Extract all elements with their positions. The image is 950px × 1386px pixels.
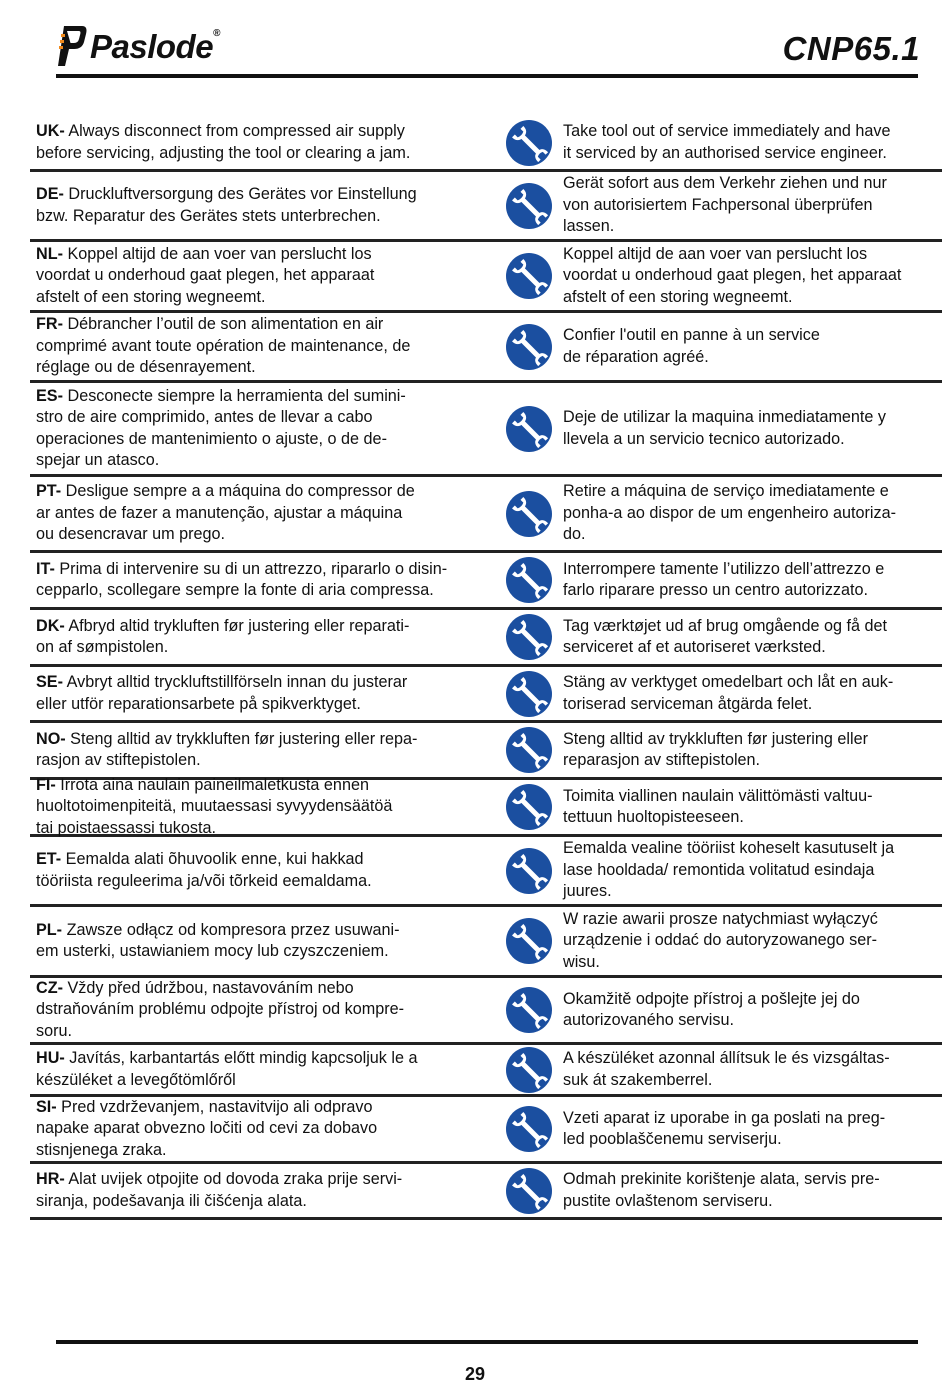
instruction-right bbox=[563, 837, 943, 904]
instruction-left bbox=[36, 553, 506, 607]
service-instruction: A készüléket azonnal állítsuk le és vizsgáltas- suk át szakemberrel. bbox=[563, 1049, 890, 1089]
wrench-icon bbox=[505, 726, 553, 774]
table-row bbox=[30, 723, 942, 780]
disconnect-instruction: Alat uvijek otpojite od dovoda zraka prije servi- siranja, podešavanja ili čišćenja alata. bbox=[36, 1170, 403, 1210]
disconnect-instruction: Desconecte siempre la herramienta del sumini- stro de aire comprimido, antes de llevar a cabo operaciones de mantenimiento o ajuste, o de de- spejar un atasco. bbox=[36, 386, 406, 469]
instruction-left bbox=[36, 610, 506, 664]
service-instruction: Take tool out of service immediately and have it serviced by an authorised service engineer. bbox=[563, 122, 891, 162]
language-code: ET- bbox=[36, 850, 62, 868]
language-code: HU- bbox=[36, 1049, 65, 1067]
table-row bbox=[30, 553, 942, 610]
instruction-right bbox=[563, 1164, 943, 1217]
disconnect-instruction: Steng alltid av trykkluften før justering eller repa- rasjon av stiftepistolen. bbox=[36, 729, 418, 769]
header-divider bbox=[56, 74, 918, 78]
disconnect-instruction: Débrancher l’outil de son alimentation en air comprimé avant toute opération de maintenance, de réglage ou de désenrayement. bbox=[36, 315, 411, 377]
table-row bbox=[30, 116, 942, 172]
language-code: NO- bbox=[36, 729, 66, 748]
instruction-left bbox=[36, 172, 506, 239]
service-instruction: Tag værktøjet ud af brug omgående og få det serviceret af et autoriseret værksted. bbox=[563, 616, 887, 656]
service-instruction: Odmah prekinite korištenje alata, servis pre- pustite ovlaštenom serviseru. bbox=[563, 1170, 880, 1210]
service-instruction: Gerät sofort aus dem Verkehr ziehen und nur von autorisiertem Fachpersonal überprüfen lassen. bbox=[563, 174, 887, 236]
service-instruction: Steng alltid av trykkluften før justering eller reparasjon av stiftepistolen. bbox=[563, 729, 868, 769]
service-instruction: W razie awarii prosze natychmiast wyłączyć urządzenie i oddać do autoryzowanego ser- wisu. bbox=[563, 909, 878, 971]
instruction-right bbox=[563, 383, 943, 474]
wrench-icon bbox=[505, 847, 553, 895]
table-row bbox=[30, 383, 942, 477]
table-row bbox=[30, 242, 942, 313]
language-code: NL- bbox=[36, 244, 63, 263]
instruction-left bbox=[36, 723, 506, 777]
instruction-left bbox=[36, 1097, 506, 1161]
table-row bbox=[30, 313, 942, 383]
instruction-right bbox=[563, 313, 943, 380]
table-row bbox=[30, 978, 942, 1045]
wrench-icon bbox=[505, 490, 553, 538]
table-row bbox=[30, 1164, 942, 1220]
language-code: CZ- bbox=[36, 978, 63, 997]
instruction-left bbox=[36, 477, 506, 550]
service-instruction: Interrompere tamente l’utilizzo dell’attrezzo e farlo riparare presso un centro autorizzato. bbox=[563, 559, 885, 599]
language-code: SE- bbox=[36, 673, 63, 691]
instruction-right bbox=[563, 242, 943, 310]
disconnect-instruction: Avbryt alltid tryckluftstillförseln innan du justerar eller utför reparationsarbete på spikverktyget. bbox=[36, 673, 408, 713]
instruction-left bbox=[36, 978, 506, 1042]
disconnect-instruction: Eemalda alati õhuvoolik enne, kui hakkad tööriista reguleerima ja/või tõrkeid eemaldama. bbox=[36, 850, 372, 890]
table-row bbox=[30, 907, 942, 978]
wrench-icon bbox=[505, 182, 553, 230]
instruction-right bbox=[563, 477, 943, 550]
service-instruction: Okamžitě odpojte přístroj a pošlejte jej do autorizovaného servisu. bbox=[563, 989, 860, 1029]
instruction-left bbox=[36, 837, 506, 904]
instruction-right bbox=[563, 553, 943, 607]
disconnect-instruction: Vždy před údržbou, nastavováním nebo dstraňováním problému odpojte přístroj od kompre- soru. bbox=[36, 978, 404, 1040]
service-instruction: Toimita viallinen naulain välittömästi valtuu- tettuun huoltopisteeseen. bbox=[563, 786, 873, 826]
table-row bbox=[30, 837, 942, 907]
wrench-icon bbox=[505, 783, 553, 831]
page-header bbox=[0, 0, 950, 110]
wrench-icon bbox=[505, 556, 553, 604]
language-code: IT- bbox=[36, 559, 55, 578]
language-code: FR- bbox=[36, 315, 63, 334]
disconnect-instruction: Javítás, karbantartás előtt mindig kapcsoljuk le a készüléket a levegőtömlőről bbox=[36, 1049, 418, 1089]
service-instruction: Confier l'outil en panne à un service de réparation agréé. bbox=[563, 326, 820, 366]
wrench-icon bbox=[505, 1167, 553, 1215]
disconnect-instruction: Prima di intervenire su di un attrezzo, ripararlo o disin- cepparlo, scollegare sempre la fonte di aria compressa. bbox=[36, 559, 448, 599]
instruction-right bbox=[563, 780, 943, 834]
service-instruction: Stäng av verktyget omedelbart och låt en auk- toriserad serviceman åtgärda felet. bbox=[563, 673, 894, 713]
table-row bbox=[30, 775, 942, 837]
language-code: DE- bbox=[36, 185, 64, 203]
instruction-right bbox=[563, 172, 943, 239]
language-code: ES- bbox=[36, 386, 63, 405]
language-code: HR- bbox=[36, 1170, 65, 1188]
service-instruction: Koppel altijd de aan voer van perslucht los voordat u onderhoud gaat plegen, het apparaat afstelt of een storing wegneemt. bbox=[563, 244, 902, 306]
wrench-icon bbox=[505, 917, 553, 965]
instruction-right bbox=[563, 610, 943, 664]
instruction-left bbox=[36, 907, 506, 975]
instruction-right bbox=[563, 907, 943, 975]
instruction-left bbox=[36, 383, 506, 474]
disconnect-instruction: Irrota aina naulain paineilmaletkusta ennen huoltotoimenpiteitä, muutaessasi syvyydensäätöä tai poistaessassi tukosta. bbox=[36, 775, 393, 837]
language-code: FI- bbox=[36, 775, 56, 794]
disconnect-instruction: Zawsze odłącz od kompresora przez usuwani- em usterki, ustawianiem mocy lub czyszczeniem. bbox=[36, 920, 400, 960]
model-number: CNP65.1 bbox=[782, 30, 920, 67]
disconnect-instruction: Koppel altijd de aan voer van perslucht los voordat u onderhoud gaat plegen, het apparaat afstelt of een storing wegneemt. bbox=[36, 244, 375, 306]
instruction-right bbox=[563, 1097, 943, 1161]
disconnect-instruction: Afbryd altid trykluften før justering eller reparati- on af sømpistolen. bbox=[36, 616, 410, 656]
instruction-left bbox=[36, 242, 506, 310]
service-instruction: Vzeti aparat iz uporabe in ga poslati na preg- led pooblaščenemu serviserju. bbox=[563, 1108, 886, 1148]
wrench-icon bbox=[505, 613, 553, 661]
service-instructions-table bbox=[30, 116, 942, 1220]
disconnect-instruction: Druckluftversorgung des Gerätes vor Einstellung bzw. Reparatur des Gerätes stets unterbrechen. bbox=[36, 185, 417, 225]
disconnect-instruction: Pred vzdrževanjem, nastavitvijo ali odpravo napake aparat obvezno ločiti od cevi za dobavo stisnjenega zraka. bbox=[36, 1097, 378, 1159]
instruction-right bbox=[563, 723, 943, 777]
wrench-icon bbox=[505, 323, 553, 371]
language-code: DK- bbox=[36, 616, 65, 635]
wrench-icon bbox=[505, 986, 553, 1034]
language-code: PL- bbox=[36, 920, 63, 939]
table-row bbox=[30, 1045, 942, 1097]
wrench-icon bbox=[505, 405, 553, 453]
instruction-left bbox=[36, 1045, 506, 1094]
wrench-icon bbox=[505, 1105, 553, 1153]
table-row bbox=[30, 477, 942, 553]
instruction-left bbox=[36, 775, 506, 837]
table-row bbox=[30, 1097, 942, 1164]
language-code: PT- bbox=[36, 482, 62, 501]
table-row bbox=[30, 172, 942, 242]
instruction-left bbox=[36, 116, 506, 169]
instruction-right bbox=[563, 978, 943, 1042]
brand-name: Paslode® bbox=[90, 28, 220, 65]
footer-divider bbox=[56, 1340, 918, 1344]
language-code: SI- bbox=[36, 1097, 57, 1116]
disconnect-instruction: Desligue sempre a a máquina do compressor de ar antes de fazer a manutenção, ajustar a máquina ou desencravar um prego. bbox=[36, 482, 415, 544]
instruction-left bbox=[36, 667, 506, 720]
instruction-left bbox=[36, 1164, 506, 1217]
brand-logo bbox=[58, 22, 220, 72]
service-instruction: Retire a máquina de serviço imediatamente e ponha-a ao dispor de um engenheiro autoriza- do. bbox=[563, 482, 896, 544]
wrench-icon bbox=[505, 252, 553, 300]
page-number: 29 bbox=[464, 1364, 486, 1384]
wrench-icon bbox=[505, 1046, 553, 1094]
instruction-right bbox=[563, 667, 943, 720]
instruction-left bbox=[36, 313, 506, 380]
disconnect-instruction: Always disconnect from compressed air supply before servicing, adjusting the tool or clearing a jam. bbox=[36, 122, 411, 162]
language-code: UK- bbox=[36, 122, 65, 140]
wrench-icon bbox=[505, 119, 553, 167]
instruction-right bbox=[563, 116, 943, 169]
table-row bbox=[30, 667, 942, 723]
wrench-icon bbox=[505, 670, 553, 718]
instruction-right bbox=[563, 1045, 943, 1094]
service-instruction: Eemalda vealine tööriist koheselt kasutuselt ja lase hooldada/ remontida volitatud esindaja juures. bbox=[563, 839, 895, 901]
paslode-p-logo-icon bbox=[58, 22, 88, 73]
service-instruction: Deje de utilizar la maquina inmediatamente y llevela a un servicio tecnico autorizado. bbox=[563, 408, 887, 448]
table-row bbox=[30, 610, 942, 667]
